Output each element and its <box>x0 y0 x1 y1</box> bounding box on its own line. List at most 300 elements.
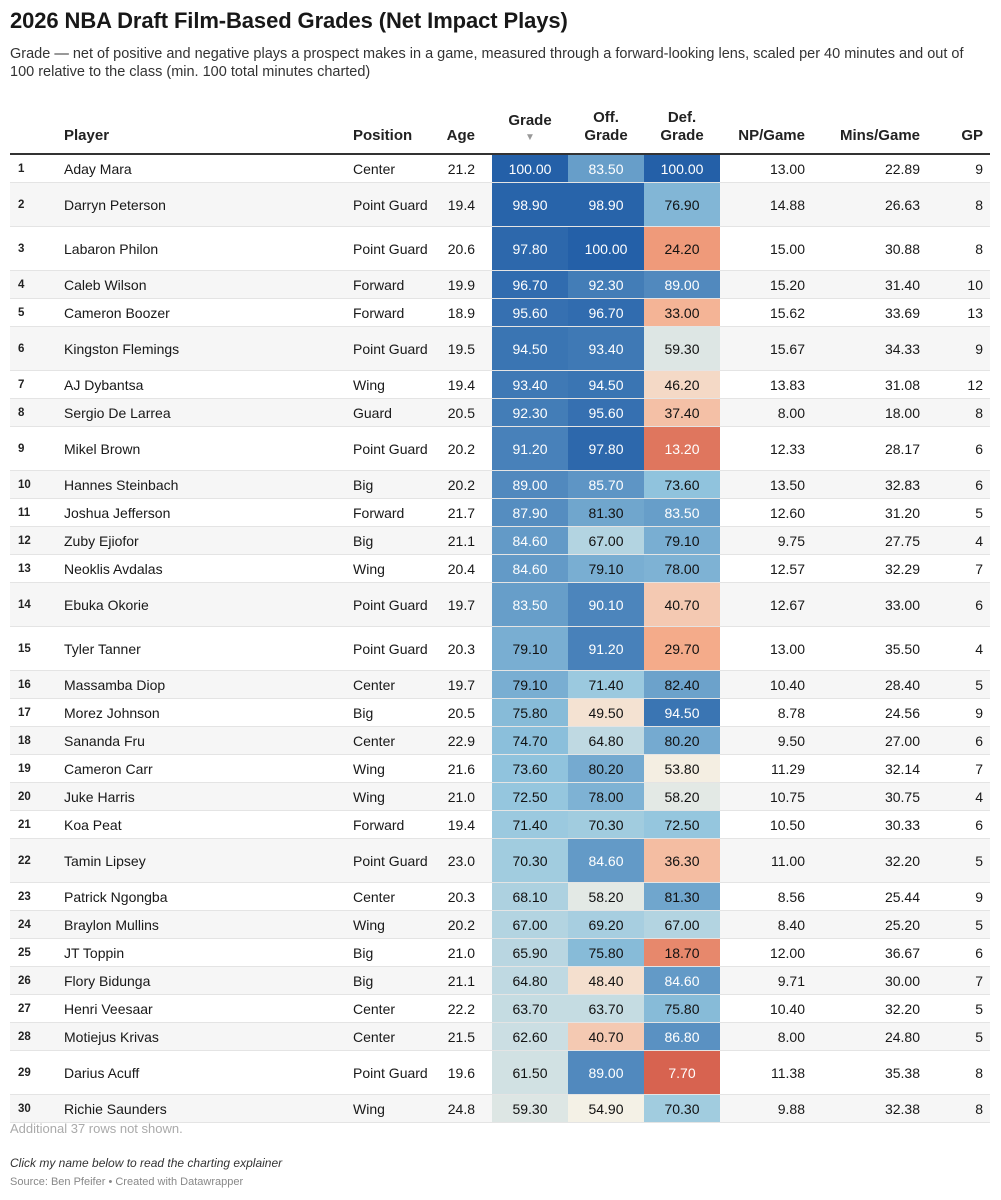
age-cell: 19.5 <box>447 340 475 357</box>
gp-cell: 7 <box>975 972 983 989</box>
age-cell: 21.5 <box>447 1028 475 1045</box>
position-cell: Big <box>353 944 374 961</box>
np-game-cell: 15.00 <box>769 240 805 257</box>
off-grade-cell: 79.10 <box>568 555 644 582</box>
table-row <box>10 727 990 755</box>
grade-cell: 100.00 <box>492 155 568 182</box>
age-cell: 19.4 <box>447 816 475 833</box>
age-cell: 21.2 <box>447 160 475 177</box>
player-name: Tamin Lipsey <box>64 852 146 869</box>
gp-cell: 5 <box>975 1028 983 1045</box>
mins-game-cell: 33.69 <box>884 304 920 321</box>
player-name: Juke Harris <box>64 788 135 805</box>
player-name: Hannes Steinbach <box>64 476 179 493</box>
grade-cell: 93.40 <box>492 371 568 398</box>
gp-cell: 8 <box>975 404 983 421</box>
gp-cell: 5 <box>975 504 983 521</box>
table-row <box>10 911 990 939</box>
def-grade-cell: 82.40 <box>644 671 720 698</box>
player-name: AJ Dybantsa <box>64 376 144 393</box>
position-cell: Point Guard <box>353 596 428 613</box>
rank-cell: 4 <box>18 278 25 291</box>
mins-game-cell: 18.00 <box>884 404 920 421</box>
table-row <box>10 627 990 671</box>
position-cell: Wing <box>353 760 385 777</box>
table-row <box>10 755 990 783</box>
table-row <box>10 939 990 967</box>
off-grade-cell: 85.70 <box>568 471 644 498</box>
rank-cell: 1 <box>18 162 25 175</box>
player-name: Darryn Peterson <box>64 196 166 213</box>
table-row <box>10 839 990 883</box>
chart-subtitle: Grade — net of positive and negative plays a prospect makes in a game, measured through a forward-looking lens, scaled per 40 minutes and out of 100 relative to the class (min. 100 total minutes charted) <box>10 46 964 80</box>
position-cell: Forward <box>353 504 405 521</box>
grade-cell: 71.40 <box>492 811 568 838</box>
player-name: Richie Saunders <box>64 1100 167 1117</box>
gp-cell: 8 <box>975 240 983 257</box>
off-grade-cell: 95.60 <box>568 399 644 426</box>
mins-game-cell: 36.67 <box>884 944 920 961</box>
def-grade-cell: 59.30 <box>644 327 720 370</box>
position-cell: Center <box>353 676 396 693</box>
header-age[interactable]: Age <box>446 127 475 144</box>
source-credit: Source: Ben Pfeifer • Created with Datawrapper <box>10 1176 244 1188</box>
age-cell: 18.9 <box>447 304 475 321</box>
rank-cell: 3 <box>18 242 25 255</box>
off-grade-cell: 92.30 <box>568 271 644 298</box>
np-game-cell: 10.75 <box>769 788 805 805</box>
off-grade-cell: 54.90 <box>568 1095 644 1122</box>
gp-cell: 5 <box>975 1000 983 1017</box>
gp-cell: 9 <box>975 160 983 177</box>
mins-game-cell: 35.38 <box>884 1064 920 1081</box>
off-grade-cell: 91.20 <box>568 627 644 670</box>
table-row <box>10 471 990 499</box>
def-grade-cell: 67.00 <box>644 911 720 938</box>
grade-cell: 89.00 <box>492 471 568 498</box>
off-grade-cell: 98.90 <box>568 183 644 226</box>
player-name: Henri Veesaar <box>64 1000 153 1017</box>
player-name: Braylon Mullins <box>64 916 159 933</box>
grade-cell: 72.50 <box>492 783 568 810</box>
def-grade-cell: 53.80 <box>644 755 720 782</box>
off-grade-cell: 49.50 <box>568 699 644 726</box>
position-cell: Point Guard <box>353 440 428 457</box>
rank-cell: 11 <box>18 506 31 519</box>
table-row <box>10 967 990 995</box>
np-game-cell: 12.67 <box>769 596 805 613</box>
off-grade-cell: 58.20 <box>568 883 644 910</box>
def-grade-cell: 89.00 <box>644 271 720 298</box>
player-name: Zuby Ejiofor <box>64 532 139 549</box>
table-body <box>10 155 990 1123</box>
def-grade-cell: 76.90 <box>644 183 720 226</box>
mins-game-cell: 32.20 <box>884 1000 920 1017</box>
position-cell: Big <box>353 704 374 721</box>
player-name: Cameron Carr <box>64 760 153 777</box>
age-cell: 19.4 <box>447 196 475 213</box>
rank-cell: 25 <box>18 946 31 959</box>
mins-game-cell: 31.40 <box>884 276 920 293</box>
off-grade-cell: 100.00 <box>568 227 644 270</box>
table-row <box>10 995 990 1023</box>
player-name: Neoklis Avdalas <box>64 560 163 577</box>
off-grade-cell: 81.30 <box>568 499 644 526</box>
table-row <box>10 299 990 327</box>
position-cell: Point Guard <box>353 1064 428 1081</box>
grade-cell: 74.70 <box>492 727 568 754</box>
np-game-cell: 10.40 <box>769 676 805 693</box>
def-grade-cell: 46.20 <box>644 371 720 398</box>
gp-cell: 6 <box>975 732 983 749</box>
np-game-cell: 8.00 <box>777 1028 805 1045</box>
gp-cell: 6 <box>975 596 983 613</box>
mins-game-cell: 32.83 <box>884 476 920 493</box>
age-cell: 20.3 <box>447 888 475 905</box>
grade-cell: 70.30 <box>492 839 568 882</box>
header-np-game[interactable]: NP/Game <box>738 127 805 144</box>
header-grade-label: Grade <box>508 112 552 129</box>
off-grade-cell: 83.50 <box>568 155 644 182</box>
age-cell: 21.1 <box>447 532 475 549</box>
position-cell: Wing <box>353 1100 385 1117</box>
rank-cell: 27 <box>18 1002 31 1015</box>
grade-cell: 61.50 <box>492 1051 568 1094</box>
gp-cell: 9 <box>975 888 983 905</box>
np-game-cell: 11.38 <box>771 1064 805 1081</box>
off-grade-cell: 89.00 <box>568 1051 644 1094</box>
table-row <box>10 811 990 839</box>
player-name: Tyler Tanner <box>64 640 141 657</box>
grade-cell: 98.90 <box>492 183 568 226</box>
mins-game-cell: 30.88 <box>884 240 920 257</box>
grade-cell: 79.10 <box>492 671 568 698</box>
np-game-cell: 12.57 <box>769 560 805 577</box>
gp-cell: 7 <box>975 760 983 777</box>
rank-cell: 19 <box>18 762 31 775</box>
table-row <box>10 699 990 727</box>
mins-game-cell: 27.75 <box>884 532 920 549</box>
np-game-cell: 9.75 <box>777 532 805 549</box>
mins-game-cell: 32.29 <box>884 560 920 577</box>
gp-cell: 5 <box>975 852 983 869</box>
mins-game-cell: 25.20 <box>884 916 920 933</box>
rank-cell: 21 <box>18 818 31 831</box>
rank-cell: 5 <box>18 306 25 319</box>
def-grade-cell: 33.00 <box>644 299 720 326</box>
def-grade-cell: 83.50 <box>644 499 720 526</box>
position-cell: Forward <box>353 276 405 293</box>
gp-cell: 8 <box>975 1100 983 1117</box>
np-game-cell: 15.62 <box>769 304 805 321</box>
position-cell: Wing <box>353 788 385 805</box>
mins-game-cell: 34.33 <box>884 340 920 357</box>
def-grade-cell: 13.20 <box>644 427 720 470</box>
grade-cell: 63.70 <box>492 995 568 1022</box>
mins-game-cell: 28.17 <box>884 440 920 457</box>
np-game-cell: 11.29 <box>771 760 805 777</box>
grade-cell: 67.00 <box>492 911 568 938</box>
rank-cell: 29 <box>18 1066 31 1079</box>
np-game-cell: 15.67 <box>769 340 805 357</box>
age-cell: 24.8 <box>447 1100 475 1117</box>
np-game-cell: 13.00 <box>769 160 805 177</box>
def-grade-cell: 36.30 <box>644 839 720 882</box>
off-grade-cell: 78.00 <box>568 783 644 810</box>
off-grade-cell: 40.70 <box>568 1023 644 1050</box>
table-header <box>10 103 990 155</box>
table-row <box>10 227 990 271</box>
np-game-cell: 10.50 <box>769 816 805 833</box>
grade-cell: 87.90 <box>492 499 568 526</box>
header-position[interactable]: Position <box>353 127 413 144</box>
grade-cell: 64.80 <box>492 967 568 994</box>
np-game-cell: 13.00 <box>769 640 805 657</box>
header-def-grade[interactable]: Def. Grade <box>660 109 704 144</box>
def-grade-cell: 29.70 <box>644 627 720 670</box>
header-gp[interactable]: GP <box>961 127 983 144</box>
gp-cell: 4 <box>975 640 983 657</box>
rank-cell: 15 <box>18 642 31 655</box>
table-row <box>10 555 990 583</box>
grade-cell: 91.20 <box>492 427 568 470</box>
age-cell: 23.0 <box>447 852 475 869</box>
age-cell: 20.4 <box>447 560 475 577</box>
position-cell: Point Guard <box>353 340 428 357</box>
position-cell: Forward <box>353 816 405 833</box>
off-grade-cell: 80.20 <box>568 755 644 782</box>
gp-cell: 6 <box>975 440 983 457</box>
grade-cell: 65.90 <box>492 939 568 966</box>
gp-cell: 13 <box>967 304 983 321</box>
rank-cell: 6 <box>18 342 25 355</box>
np-game-cell: 13.83 <box>769 376 805 393</box>
mins-game-cell: 27.00 <box>884 732 920 749</box>
table-row <box>10 583 990 627</box>
grade-cell: 94.50 <box>492 327 568 370</box>
table-row <box>10 155 990 183</box>
np-game-cell: 12.33 <box>769 440 805 457</box>
rank-cell: 18 <box>18 734 31 747</box>
header-off-grade[interactable]: Off. Grade <box>584 109 628 144</box>
age-cell: 22.2 <box>447 1000 475 1017</box>
age-cell: 21.7 <box>447 504 475 521</box>
mins-game-cell: 24.56 <box>884 704 920 721</box>
rank-cell: 9 <box>18 442 25 455</box>
table-row <box>10 671 990 699</box>
def-grade-cell: 80.20 <box>644 727 720 754</box>
position-cell: Point Guard <box>353 196 428 213</box>
player-name: Ebuka Okorie <box>64 596 149 613</box>
off-grade-cell: 90.10 <box>568 583 644 626</box>
age-cell: 19.9 <box>447 276 475 293</box>
age-cell: 21.1 <box>447 972 475 989</box>
table-row <box>10 327 990 371</box>
np-game-cell: 12.00 <box>769 944 805 961</box>
np-game-cell: 8.40 <box>777 916 805 933</box>
explainer-note: Click my name below to read the charting explainer <box>10 1156 283 1170</box>
table-row <box>10 1023 990 1051</box>
def-grade-cell: 100.00 <box>644 155 720 182</box>
player-name: Sananda Fru <box>64 732 145 749</box>
player-name: Morez Johnson <box>64 704 160 721</box>
np-game-cell: 9.88 <box>777 1100 805 1117</box>
np-game-cell: 13.50 <box>769 476 805 493</box>
rank-cell: 28 <box>18 1030 31 1043</box>
mins-game-cell: 32.14 <box>884 760 920 777</box>
mins-game-cell: 33.00 <box>884 596 920 613</box>
rank-cell: 30 <box>18 1102 31 1115</box>
table-row <box>10 883 990 911</box>
table-row <box>10 399 990 427</box>
header-player[interactable]: Player <box>64 127 110 144</box>
gp-cell: 6 <box>975 476 983 493</box>
table-row <box>10 783 990 811</box>
table-row <box>10 427 990 471</box>
gp-cell: 6 <box>975 816 983 833</box>
rank-cell: 22 <box>18 854 31 867</box>
position-cell: Forward <box>353 304 405 321</box>
player-name: JT Toppin <box>64 944 125 961</box>
def-grade-cell: 73.60 <box>644 471 720 498</box>
np-game-cell: 8.78 <box>777 704 805 721</box>
rank-cell: 17 <box>18 706 31 719</box>
table-row <box>10 499 990 527</box>
gp-cell: 10 <box>967 276 983 293</box>
rank-cell: 7 <box>18 378 25 391</box>
grade-cell: 59.30 <box>492 1095 568 1122</box>
position-cell: Big <box>353 476 374 493</box>
def-grade-cell: 75.80 <box>644 995 720 1022</box>
rank-cell: 26 <box>18 974 31 987</box>
age-cell: 22.9 <box>447 732 475 749</box>
position-cell: Center <box>353 160 396 177</box>
np-game-cell: 15.20 <box>769 276 805 293</box>
off-grade-cell: 67.00 <box>568 527 644 554</box>
off-grade-cell: 97.80 <box>568 427 644 470</box>
age-cell: 21.6 <box>447 760 475 777</box>
def-grade-cell: 79.10 <box>644 527 720 554</box>
grade-cell: 75.80 <box>492 699 568 726</box>
mins-game-cell: 32.38 <box>884 1100 920 1117</box>
rank-cell: 12 <box>18 534 31 547</box>
grade-cell: 68.10 <box>492 883 568 910</box>
age-cell: 20.5 <box>447 704 475 721</box>
player-name: Cameron Boozer <box>64 304 170 321</box>
age-cell: 21.0 <box>447 788 475 805</box>
position-cell: Big <box>353 972 374 989</box>
np-game-cell: 11.00 <box>771 852 805 869</box>
mins-game-cell: 32.20 <box>884 852 920 869</box>
gp-cell: 6 <box>975 944 983 961</box>
player-name: Koa Peat <box>64 816 122 833</box>
table-row <box>10 371 990 399</box>
position-cell: Wing <box>353 376 385 393</box>
off-grade-cell: 94.50 <box>568 371 644 398</box>
def-grade-cell: 37.40 <box>644 399 720 426</box>
header-mins-game[interactable]: Mins/Game <box>839 127 920 144</box>
def-grade-cell: 81.30 <box>644 883 720 910</box>
grade-cell: 95.60 <box>492 299 568 326</box>
grade-cell: 62.60 <box>492 1023 568 1050</box>
header-grade[interactable] <box>492 112 568 145</box>
player-name: Mikel Brown <box>64 440 141 457</box>
age-cell: 19.7 <box>447 596 475 613</box>
grade-cell: 73.60 <box>492 755 568 782</box>
rank-cell: 13 <box>18 562 31 575</box>
position-cell: Wing <box>353 916 385 933</box>
gp-cell: 12 <box>967 376 983 393</box>
off-grade-cell: 69.20 <box>568 911 644 938</box>
def-grade-cell: 18.70 <box>644 939 720 966</box>
sort-descending-icon: ▼ <box>525 132 535 143</box>
np-game-cell: 9.50 <box>777 732 805 749</box>
rank-cell: 8 <box>18 406 25 419</box>
def-grade-cell: 94.50 <box>644 699 720 726</box>
gp-cell: 8 <box>975 1064 983 1081</box>
def-grade-cell: 58.20 <box>644 783 720 810</box>
rank-cell: 20 <box>18 790 31 803</box>
age-cell: 20.2 <box>447 440 475 457</box>
position-cell: Point Guard <box>353 852 428 869</box>
table-row <box>10 1051 990 1095</box>
table-row <box>10 1095 990 1123</box>
position-cell: Wing <box>353 560 385 577</box>
np-game-cell: 8.00 <box>777 404 805 421</box>
def-grade-cell: 84.60 <box>644 967 720 994</box>
age-cell: 19.4 <box>447 376 475 393</box>
rank-cell: 2 <box>18 198 25 211</box>
rank-cell: 14 <box>18 598 31 611</box>
def-grade-cell: 24.20 <box>644 227 720 270</box>
off-grade-cell: 63.70 <box>568 995 644 1022</box>
np-game-cell: 9.71 <box>777 972 805 989</box>
position-cell: Guard <box>353 404 392 421</box>
np-game-cell: 10.40 <box>769 1000 805 1017</box>
age-cell: 20.5 <box>447 404 475 421</box>
mins-game-cell: 28.40 <box>884 676 920 693</box>
position-cell: Big <box>353 532 374 549</box>
grade-cell: 84.60 <box>492 555 568 582</box>
gp-cell: 7 <box>975 560 983 577</box>
mins-game-cell: 25.44 <box>884 888 920 905</box>
off-grade-cell: 84.60 <box>568 839 644 882</box>
np-game-cell: 12.60 <box>769 504 805 521</box>
off-grade-cell: 96.70 <box>568 299 644 326</box>
gp-cell: 4 <box>975 532 983 549</box>
mins-game-cell: 30.75 <box>884 788 920 805</box>
player-name: Labaron Philon <box>64 240 159 257</box>
np-game-cell: 8.56 <box>777 888 805 905</box>
player-name: Flory Bidunga <box>64 972 151 989</box>
def-grade-cell: 78.00 <box>644 555 720 582</box>
rows-hidden-note: Additional 37 rows not shown. <box>10 1121 183 1136</box>
mins-game-cell: 35.50 <box>884 640 920 657</box>
grade-cell: 79.10 <box>492 627 568 670</box>
off-grade-cell: 93.40 <box>568 327 644 370</box>
def-grade-cell: 70.30 <box>644 1095 720 1122</box>
rank-cell: 16 <box>18 678 31 691</box>
mins-game-cell: 22.89 <box>884 160 920 177</box>
gp-cell: 9 <box>975 704 983 721</box>
player-name: Motiejus Krivas <box>64 1028 159 1045</box>
position-cell: Center <box>353 1000 396 1017</box>
player-name: Aday Mara <box>64 160 132 177</box>
gp-cell: 9 <box>975 340 983 357</box>
table-row <box>10 183 990 227</box>
age-cell: 20.3 <box>447 640 475 657</box>
grade-cell: 92.30 <box>492 399 568 426</box>
